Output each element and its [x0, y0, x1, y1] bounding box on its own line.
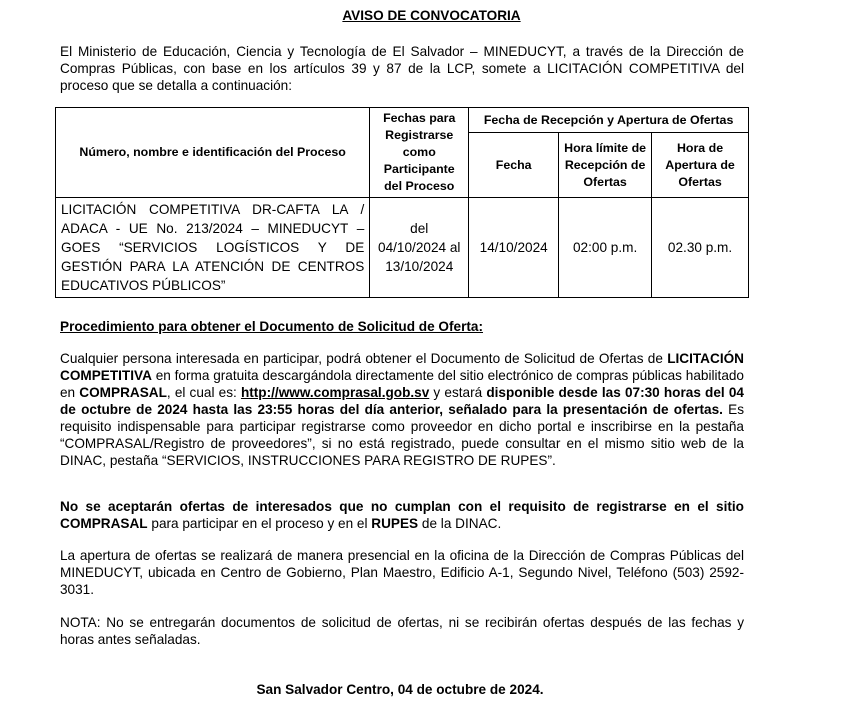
cell-date: 14/10/2024 [469, 198, 559, 298]
procedure-paragraph: Cualquier persona interesada en participar, podrá obtener el Documento de Solicitud de Ofertas de LICITACIÓN COMPETITIVA en forma gratuita descargándola directamente del sitio electrónico de compras públicas habilitado en COMPRASAL, el cual es: http://www.comprasal.gob.sv y estará disponible desde las 07:30 horas del 04 de octubre de 2024 hasta las 23:55 horas del día anterior, señalado para la presentación de ofertas. Es requisito indispensable para participar registrarse como proveedor en dicho portal e inscribirse en la pestaña “COMPRASAL/Registro de proveedores”, si no está registrado, puede consultar en el mismo sitio web de la DINAC, pestaña “SERVICIOS, INSTRUCCIONES PARA REGISTRO DE RUPES”. [60, 351, 744, 468]
header-date: Fecha [469, 133, 559, 198]
opening-paragraph: La apertura de ofertas se realizará de manera presencial en la oficina de la Dirección de Compras Públicas del MINEDUCYT, ubicada en Centro de Gobierno, Plan Maestro, Edificio A-1, Segundo Nivel, Teléfono (503) 2592-3031. [60, 548, 744, 597]
intro-paragraph: El Ministerio de Educación, Ciencia y Tecnología de El Salvador – MINEDUCYT, a través de la Dirección de Compras Públicas, con base en los artículos 39 y 87 de la LCP, somete a LICITACIÓN COMPETITIVA del proceso que se detalla a continuación: [60, 44, 744, 93]
cell-deadline-time: 02:00 p.m. [559, 198, 652, 298]
table-header-row [56, 108, 749, 133]
note-paragraph: NOTA: No se entregarán documentos de solicitud de ofertas, ni se recibirán ofertas después de las fechas y horas antes señaladas. [60, 615, 744, 647]
process-table [55, 107, 749, 298]
notice-title: AVISO DE CONVOCATORIA [342, 8, 521, 23]
header-process: Número, nombre e identificación del Proceso [56, 108, 370, 198]
header-registration-dates: Fechas para Registrarse como Participante del Proceso [370, 108, 469, 198]
cell-registration-dates: del 04/10/2024 al 13/10/2024 [370, 198, 469, 298]
table-row [56, 198, 749, 298]
cell-opening-time: 02.30 p.m. [652, 198, 749, 298]
cell-process: LICITACIÓN COMPETITIVA DR-CAFTA LA / ADACA - UE No. 213/2024 – MINEDUCYT – GOES “SERVICIOS LOGÍSTICOS Y DE GESTIÓN PARA LA ATENCIÓN DE CENTROS EDUCATIVOS PÚBLICOS” [56, 198, 370, 298]
header-opening-time: Hora de Apertura de Ofertas [652, 133, 749, 198]
comprasal-link[interactable]: http://www.comprasal.gob.sv [240, 385, 430, 400]
warning-paragraph: No se aceptarán ofertas de interesados que no cumplan con el requisito de registrarse en el sitio COMPRASAL para participar en el proceso y en el RUPES de la DINAC. [60, 499, 744, 531]
footer-place-date: San Salvador Centro, 04 de octubre de 2024. [256, 682, 544, 697]
header-deadline-time: Hora límite de Recepción de Ofertas [559, 133, 652, 198]
procedure-heading: Procedimiento para obtener el Documento de Solicitud de Oferta: [60, 319, 483, 334]
header-reception-opening: Fecha de Recepción y Apertura de Ofertas [469, 108, 749, 133]
